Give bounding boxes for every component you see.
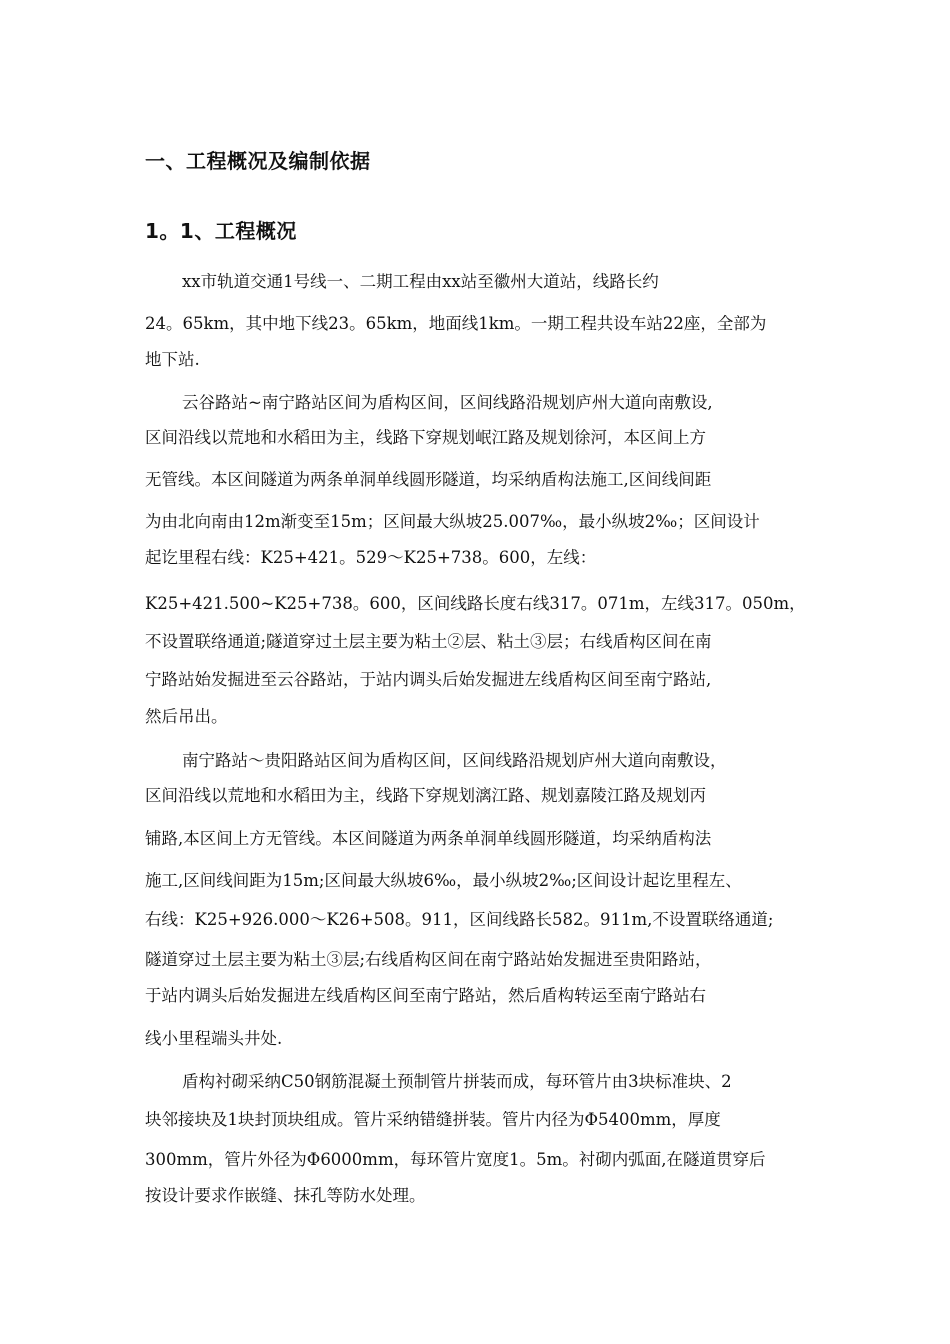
paragraph-2-line-8: 宁路站始发掘进至云谷路站，于站内调头后始发掘进左线盾构区间至南宁路站, [145,670,712,689]
paragraph-4-line-1: 盾构衬砌采纳C50钢筋混凝土预制管片拼装而成，每环管片由3块标准块、2 [182,1072,732,1091]
paragraph-3-line-7: 于站内调头后始发掘进左线盾构区间至南宁路站，然后盾构转运至南宁路站右 [145,986,706,1005]
paragraph-2-line-7: 不设置联络通道;隧道穿过土层主要为粘土②层、粘土③层；右线盾构区间在南 [145,632,712,651]
paragraph-1-line-3: 地下站. [145,350,200,369]
paragraph-3-line-6: 隧道穿过土层主要为粘土③层;右线盾构区间在南宁路站始发掘进至贵阳路站， [145,950,712,969]
paragraph-3-line-3: 铺路,本区间上方无管线。本区间隧道为两条单洞单线圆形隧道，均采纳盾构法 [145,829,712,848]
paragraph-1-line-2: 24。65km，其中地下线23。65km，地面线1km。一期工程共设车站22座，全部为 [145,314,767,333]
paragraph-2-line-4: 为由北向南由12m渐变至15m；区间最大纵坡25.007‰，最小纵坡2‰；区间设计 [145,512,760,531]
paragraph-2-line-6: K25+421.500~K25+738。600，区间线路长度右线317。071m，左线317。050m， [145,594,806,613]
paragraph-3-line-4: 施工,区间线间距为15m;区间最大纵坡6‰，最小纵坡2‰;区间设计起讫里程左、 [145,871,742,890]
paragraph-2-line-9: 然后吊出。 [145,707,228,726]
paragraph-3-line-5: 右线：K25+926.000～K26+508。911，区间线路长582。911m,不设置联络通道; [145,910,774,929]
paragraph-3-line-2: 区间沿线以荒地和水稻田为主，线路下穿规划漓江路、规划嘉陵江路及规划丙 [145,786,706,805]
paragraph-4-line-3: 300mm，管片外径为Φ6000mm，每环管片宽度1。5m。衬砌内弧面,在隧道贯穿后 [145,1150,766,1169]
paragraph-2-line-3: 无管线。本区间隧道为两条单洞单线圆形隧道，均采纳盾构法施工,区间线间距 [145,470,712,489]
paragraph-1-line-1: xx市轨道交通1号线一、二期工程由xx站至徽州大道站，线路长约 [182,272,659,291]
paragraph-4-line-2: 块邻接块及1块封顶块组成。管片采纳错缝拼装。管片内径为Φ5400mm，厚度 [145,1110,721,1129]
paragraph-2-line-5: 起讫里程右线：K25+421。529～K25+738。600，左线： [145,548,597,567]
paragraph-2-line-2: 区间沿线以荒地和水稻田为主，线路下穿规划岷江路及规划徐河，本区间上方 [145,428,706,447]
paragraph-4-line-4: 按设计要求作嵌缝、抹孔等防水处理。 [145,1186,426,1205]
paragraph-3-line-8: 线小里程端头井处. [145,1029,283,1048]
section-heading: 一、工程概况及编制依据 [145,149,371,173]
paragraph-3-line-1: 南宁路站～贵阳路站区间为盾构区间，区间线路沿规划庐州大道向南敷设， [182,751,727,770]
paragraph-2-line-1: 云谷路站~南宁路站区间为盾构区间，区间线路沿规划庐州大道向南敷设, [182,393,713,412]
subsection-heading: 1。1、工程概况 [145,219,297,243]
